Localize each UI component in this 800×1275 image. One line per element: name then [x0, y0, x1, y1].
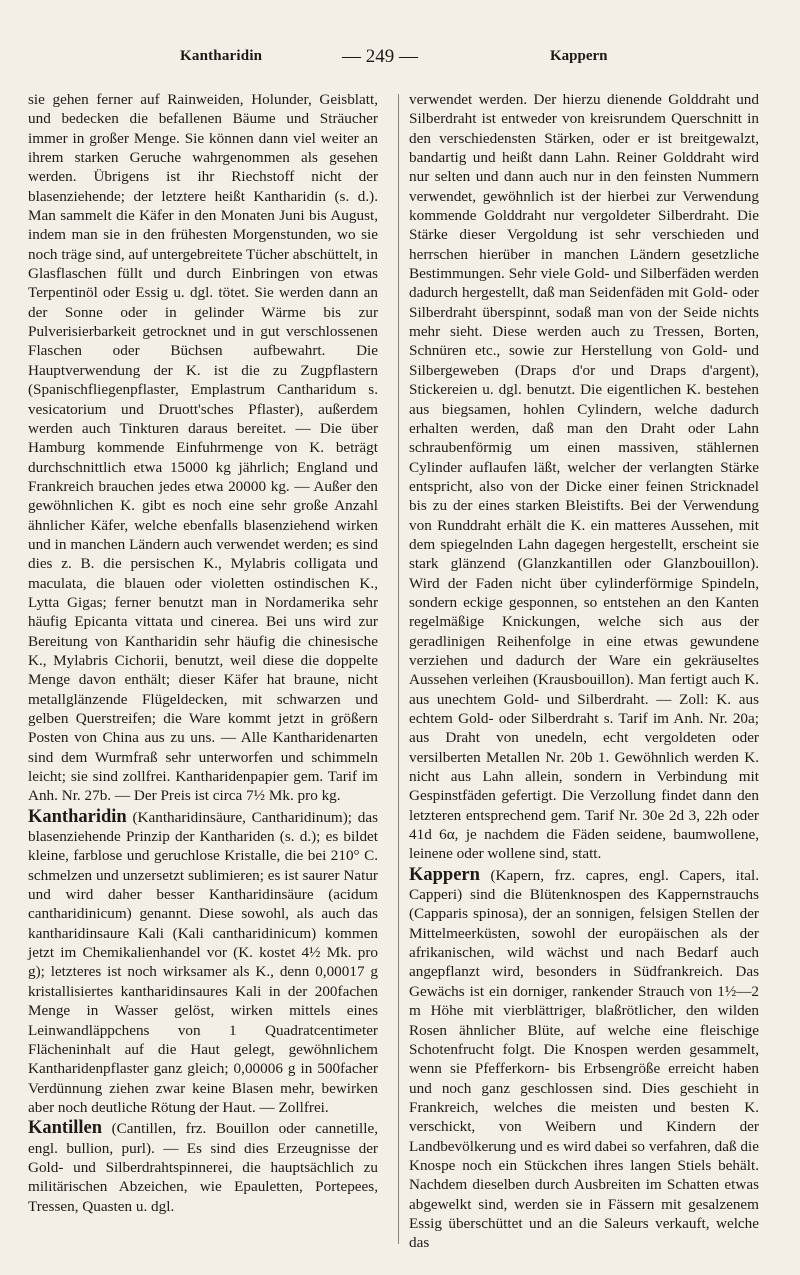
kantillen-continuation: verwendet werden. Der hierzu dienende Golddraht und Silberdraht ist entweder von kreisrundem Querschnitt in den verschiedensten Stärken, oder er ist breitgewalzt, bandartig und heißt dann Lahn. Reiner Golddraht wird nur selten und dann auch nur in den feinsten Nummern verwendet, gewöhnlich ist der hierbei zur Verwendung kommende Golddraht nur vergoldeter Silberdraht. Die Stärke dieser Vergoldung ist sehr verschieden und herrschen hierüber in manchen Ländern gesetzliche Bestimmungen. Sehr viele Gold- und Silberfäden werden dadurch hergestellt, daß man Seidenfäden mit Gold- oder Silberdraht überspinnt, sodaß man von der Seide nichts mehr sieht. Diese werden auch zu Tressen, Borten, Schnüren etc., sowie zur Herstellung von Gold- und Silbergeweben (Draps d'or und Draps d'argent), Stickereien u. dgl. benutzt. Die eigentlichen K. bestehen aus biegsamen, hohlen Cylindern, welche dadurch erhalten werden, daß man den Draht oder Lahn schraubenförmig um einen massiven, stählernen Cylinder auflaufen läßt, welcher der verlangten Stärke entspricht, also von der Dicke einer feinen Stricknadel bis zu der eines starken Bleistifts. Bei der Verwendung von Runddraht erhält die K. ein matteres Aussehen, mit dem spiegelnden Lahn dagegen hergestellt, erscheint sie stark glänzend (Glanzkantillen oder Glanzbouillon). Wird der Faden nicht über cylinderförmige Spindeln, sondern eckige gesponnen, so entstehen an den Kanten regelmäßige Knickungen, welche sich aus der geradlinigen Reihenfolge in eine etwas gewundene verziehen und dadurch der Ware ein gekräuseltes Aussehen verleihen (Krausbouillon). Man fertigt auch K. aus unechtem Gold- und Silberdraht. — Zoll: K. aus echtem Gold- oder Silberdraht s. Tarif im Anh. Nr. 20a; aus Draht von unedeln, echt vergoldeten oder versilberten Metallen Nr. 20b 1. Gewöhnlich werden K. nicht aus Lahn allein, sondern in Verbindung mit Gespinstfäden gefertigt. Die Verzollung findet dann den letzteren entsprechend gem. Tarif Nr. 30e 2d 3, 22h oder 41d 6α, je nachdem die Fäden seidene, baumwollene, leinene oder wollene sind, statt. — [409, 91, 759, 863]
entry-text: (Kapern, frz. capres, engl. Capers, ital. Capperi) sind die Blütenknospen des Kappernstrauchs (Capparis spinosa), der an sonnigen, felsigen Stellen der Mittelmeerküsten, sowohl der europäischen als der afrikanischen, wild wächst und nach Bedarf auch angepflanzt wird, besonders in Südfrankreich. Das Gewächs ist ein dorniger, rankender Strauch von 1½—2 m Höhe mit vierblättriger, blaßrötlicher, den wilden Rosen ähnlicher Blüte, auf welche eine fleischige Schotenfrucht folgt. Die Knospen werden gesammelt, wenn sie Pfefferkorn- bis Erbsengröße erreicht haben und noch ganz geschlossen sind. Dies geschieht in Frankreich, welches die meisten und besten K. verschickt, von Weibern und Kindern der Landbevölkerung und es wird dabei so verfahren, daß die Knospe noch ein Stückchen ihres langen Stiels behält. Nachdem dieselben durch Ausbreiten im Schatten etwas abgewelkt sind, werden sie in Fässern mit gesalzenem Essig überschüttet und an die Saleurs verkauft, welche das — [409, 866, 759, 1252]
right-column — [409, 90, 759, 1253]
entry-kappern — [409, 866, 759, 1253]
entry-headword: Kantharidin — [28, 806, 127, 827]
entry-headword: Kantillen — [28, 1118, 103, 1139]
column-divider — [398, 94, 399, 1244]
left-column — [28, 90, 378, 1216]
kanthariden-continuation: sie gehen ferner auf Rainweiden, Holunder, Geisblatt, und bedecken die befallenen Bäume und Sträucher immer in großer Menge. Sie können dann viel weiter an ihrem starken Geruche wahrgenommen als gesehen werden. Übrigens ist ihr Riechstoff nicht der blasenziehende; der letztere heißt Kantharidin (s. d.). Man sammelt die Käfer in den Monaten Juni bis August, indem man sie in den frühesten Morgenstunden, wo sie noch träge sind, auf untergebreitete Tücher abschüttelt, in Glasflaschen füllt und durch Einbringen von etwas Terpentinöl oder Essig u. dgl. tötet. Sie werden dann an der Sonne oder in gelinder Wärme bis zur Pulverisierbarkeit getrocknet und in gut verschlossenen Flaschen oder Büchsen aufbewahrt. Die Hauptverwendung der K. ist die zu Zugpflastern (Spanischfliegenpflaster, Emplastrum Cantharidum s. vesicatorium und Druott'sches Pflaster), außerdem werden auch Tinkturen daraus bereitet. — Die über Hamburg kommende Einfuhrmenge von K. beträgt durchschnittlich etwa 15000 kg jährlich; England und Frankreich brauchen jedes etwa 20000 kg. — Außer den gewöhnlichen K. gibt es noch eine sehr große Anzahl ähnlicher Käfer, welche ebenfalls blasenziehend wirken und in manchen Ländern auch verwendet werden; es sind dies z. B. die persischen K., Mylabris colligata und maculata, die blauen oder violetten ostindischen K., Lytta Gigas; ferner benutzt man in Nordamerika sehr häufig Epicanta vittata und cinerea. Bei uns wird zur Bereitung von Kantharidin sehr häufig die chinesische K., Mylabris Cichorii, benutzt, weil diese die doppelte Menge davon enthält; dieser Käfer hat braune, nicht metallglänzende Flügeldecken, mit schwarzen und gelben Querstreifen; die Ware kommt jetzt in größern Posten von China aus zu uns. — Alle Kantharidenarten sind dem Wurmfraß sehr unterworfen und schimmeln leicht; sie sind zollfrei. Kantharidenpapier gem. Tarif im Anh. Nr. 27b. — Der Preis ist circa 7½ Mk. pro kg. — [28, 91, 378, 805]
entry-text: (Cantillen, frz. Bouillon oder cannetille, engl. bullion, purl). — Es sind dies Erzeugnisse der Gold- und Silberdrahtspinnerei, die hauptsächlich zu militärischen Abzeichen, wie Epauletten, Portepees, Tressen, Quasten u. dgl. — [28, 1120, 378, 1215]
entry-text: (Kantharidinsäure, Cantharidinum); das blasenziehende Prinzip der Kanthariden (s. d.); es bildet kleine, farblose und geruchlose Kristalle, die bei 210° C. schmelzen und unzersetzt sublimieren; es ist saurer Natur und wird daher besser Kantharidinsäure (acidum cantharidinicum) genannt. Diese sowohl, als auch das kantharidinsaure Kali (Kali cantharidinicum) kommen jetzt im Chemikalienhandel vor (K. kostet 4½ Mk. pro g); letzteres ist noch wirksamer als K., denn 0,00017 g kristallisiertes kantharidinsaures Kali in der 200fachen Menge in Wasser gelöst, wirken mittels eines Leinwandläppchens von 1 Quadratcentimeter Flächeninhalt auf die Haut gelegt, gewöhnlichem Kantharidenpflaster ganz gleich; 0,00006 g in 500facher Verdünnung ziehen zwar keine Blasen mehr, bewirken aber noch deutliche Rötung der Haut. — Zollfrei. — [28, 808, 379, 1116]
page-number: — 249 — — [342, 46, 418, 67]
entry-kantillen — [28, 1119, 378, 1216]
page-header — [60, 48, 750, 74]
header-right-keyword: Kappern — [550, 48, 608, 64]
entry-headword: Kappern — [409, 864, 480, 885]
entry-kantharidin — [28, 808, 378, 1118]
header-left-keyword: Kantharidin — [180, 48, 263, 64]
